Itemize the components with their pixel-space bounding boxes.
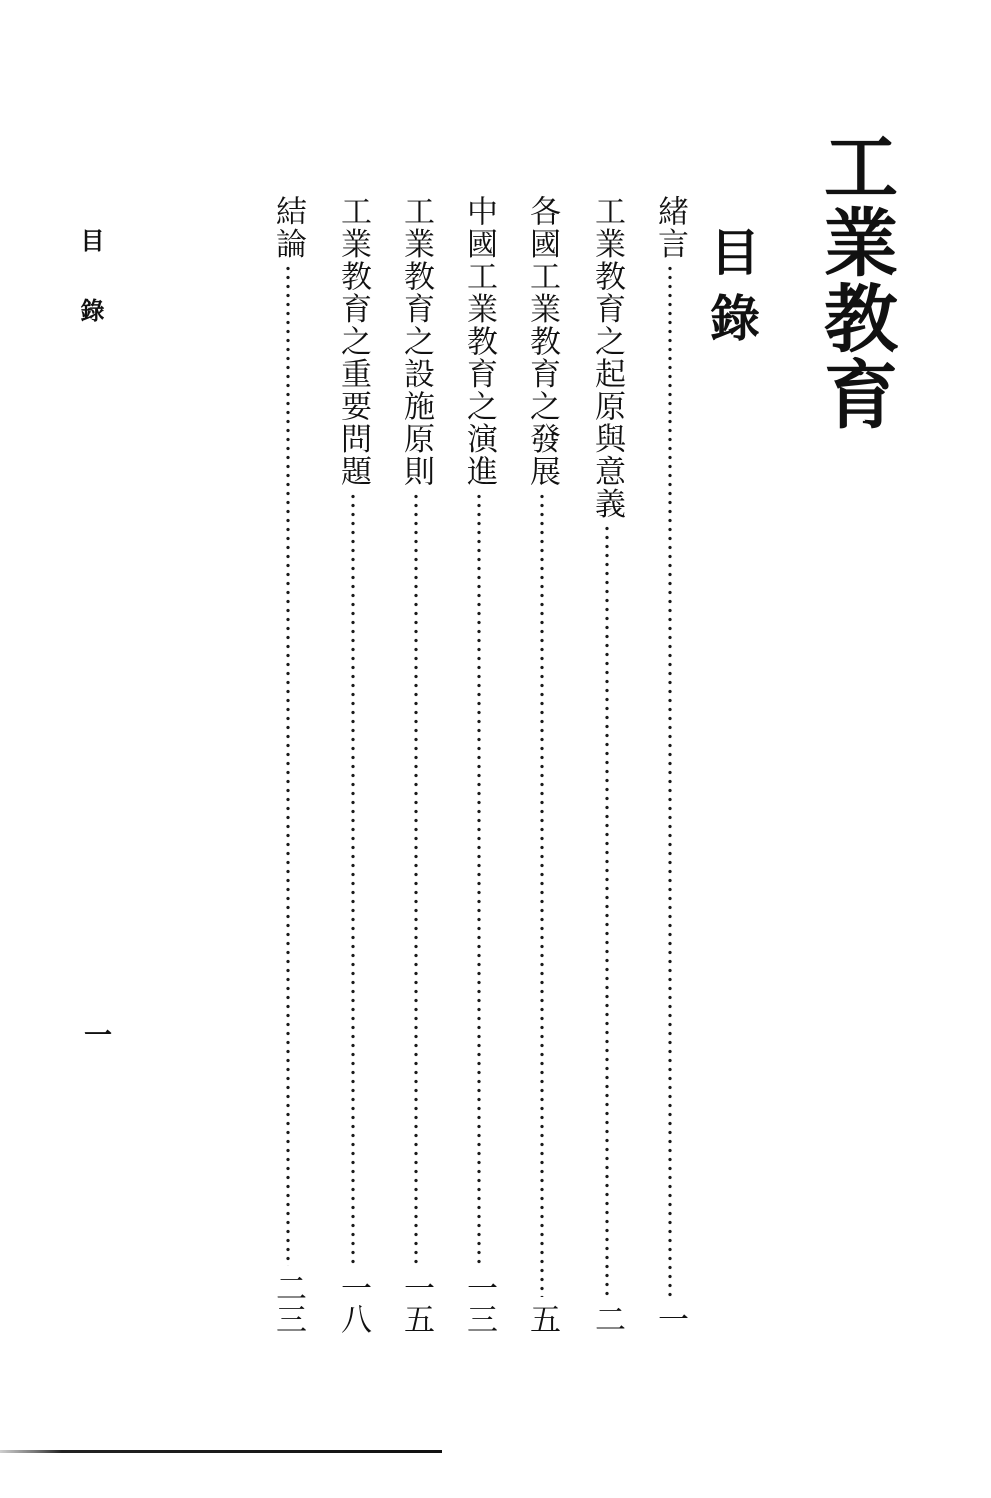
dot-leader — [476, 492, 482, 1267]
toc-entry — [270, 195, 306, 1340]
toc-entry — [461, 195, 497, 1340]
toc-entry-title: 工業教育之設施原則 — [398, 195, 434, 488]
page-folio: 一 — [80, 1020, 113, 1048]
dot-leader — [350, 492, 356, 1267]
dot-leader — [285, 264, 291, 1266]
toc-heading: 目錄 — [702, 226, 761, 358]
toc-entry-page: 一五 — [398, 1272, 434, 1334]
dot-leader — [539, 492, 545, 1298]
dot-leader — [667, 264, 673, 1297]
toc-entry-page: 五 — [524, 1303, 560, 1334]
toc-entry — [335, 195, 371, 1340]
toc-entry-title: 工業教育之重要問題 — [335, 195, 371, 488]
toc-entry-page: 一八 — [335, 1272, 371, 1334]
toc-entry-page: 二三 — [270, 1272, 306, 1334]
toc-entry-title: 工業教育之起原與意義 — [589, 195, 625, 520]
toc-entry-title: 緒言 — [652, 195, 688, 260]
toc-entry-page: 一三 — [461, 1272, 497, 1334]
toc-entry-title: 結論 — [270, 195, 306, 260]
running-head: 目錄 — [76, 228, 105, 368]
toc-entry-page: 一 — [652, 1303, 688, 1334]
toc-entry-title: 各國工業教育之發展 — [524, 195, 560, 488]
dot-leader — [604, 524, 610, 1297]
toc-entry-title: 中國工業教育之演進 — [461, 195, 497, 488]
book-title: 工業教育 — [812, 128, 898, 432]
toc-entry — [652, 195, 688, 1340]
bottom-rule — [0, 1450, 442, 1453]
dot-leader — [413, 492, 419, 1267]
toc-entry — [524, 195, 560, 1340]
toc-entry — [398, 195, 434, 1340]
toc-entry — [589, 195, 625, 1340]
toc-entry-page: 二 — [589, 1303, 625, 1334]
